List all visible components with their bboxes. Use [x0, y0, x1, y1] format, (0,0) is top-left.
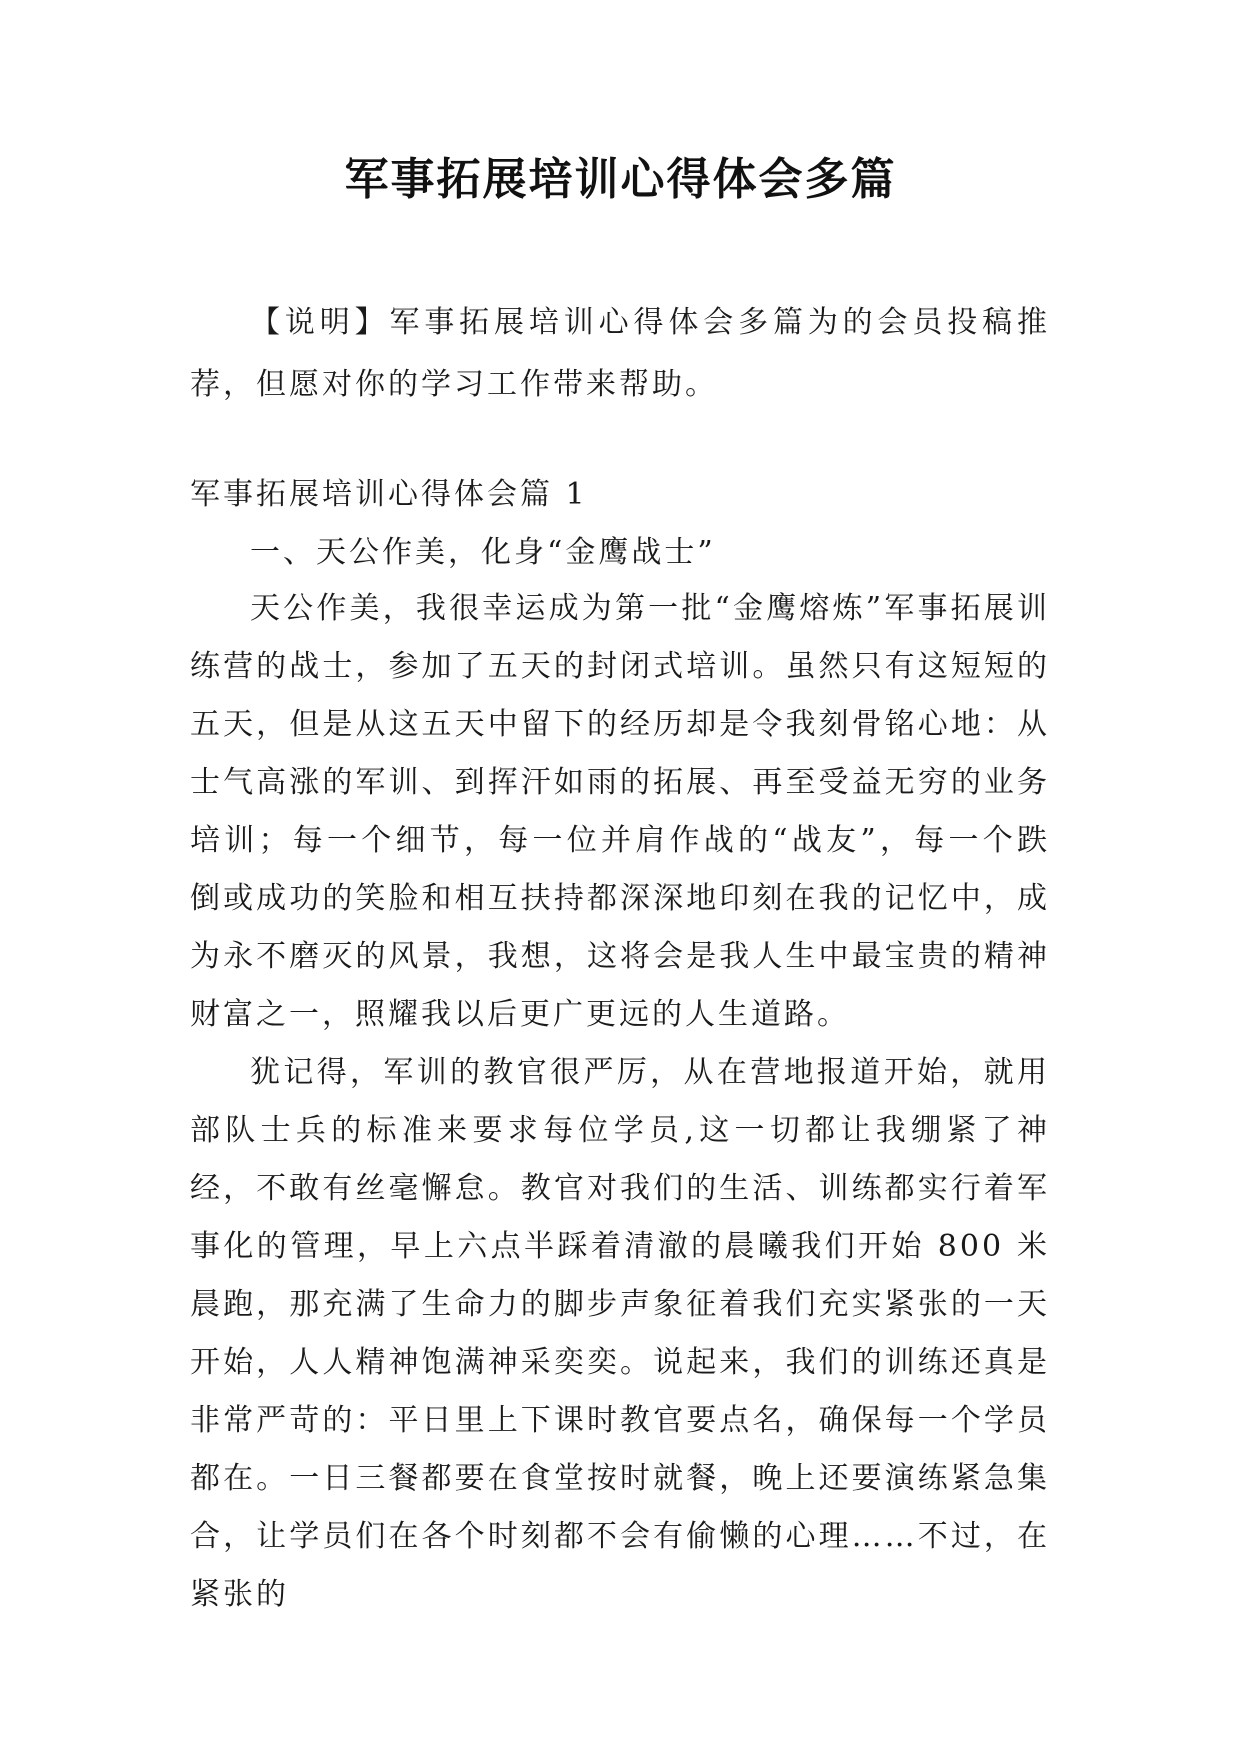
body-paragraph: 犹记得，军训的教官很严厉，从在营地报道开始，就用部队士兵的标准来要求每位学员,这一切都让我绷紧了神经，不敢有丝毫懈怠。教官对我们的生活、训练都实行着军事化的管理，早上六点半踩着清澈的晨曦我们开始 800 米晨跑，那充满了生命力的脚步声象征着我们充实紧张的一天开始，人人精神饱满神采奕奕。说起来，我们的训练还真是非常严苛的：平日里上下课时教官要点名，确保每一个学员都在。一日三餐都要在食堂按时就餐，晚上还要演练紧急集合，让学员们在各个时刻都不会有偷懒的心理……不过，在紧张的 — [190, 1055, 1050, 1612]
document-title: 军事拓展培训心得体会多篇 — [344, 154, 897, 205]
body-paragraph: 天公作美，我很幸运成为第一批“金鹰熔炼”军事拓展训练营的战士，参加了五天的封闭式培训。虽然只有这短短的五天，但是从这五天中留下的经历却是令我刻骨铭心地：从士气高涨的军训、到挥汗如雨的拓展、再至受益无穷的业务培训；每一个细节，每一位并肩作战的“战友”，每一个跌倒或成功的笑脸和相互扶持都深深地印刻在我的记忆中，成为永不磨灭的风景，我想，这将会是我人生中最宝贵的精神财富之一，照耀我以后更广更远的人生道路。 — [190, 591, 1050, 1032]
sub-heading: 一、天公作美，化身“金鹰战士” — [250, 535, 716, 570]
section-heading: 军事拓展培训心得体会篇 1 — [190, 477, 588, 512]
description-note: 【说明】军事拓展培训心得体会多篇为的会员投稿推荐，但愿对你的学习工作带来帮助。 — [190, 305, 1050, 402]
